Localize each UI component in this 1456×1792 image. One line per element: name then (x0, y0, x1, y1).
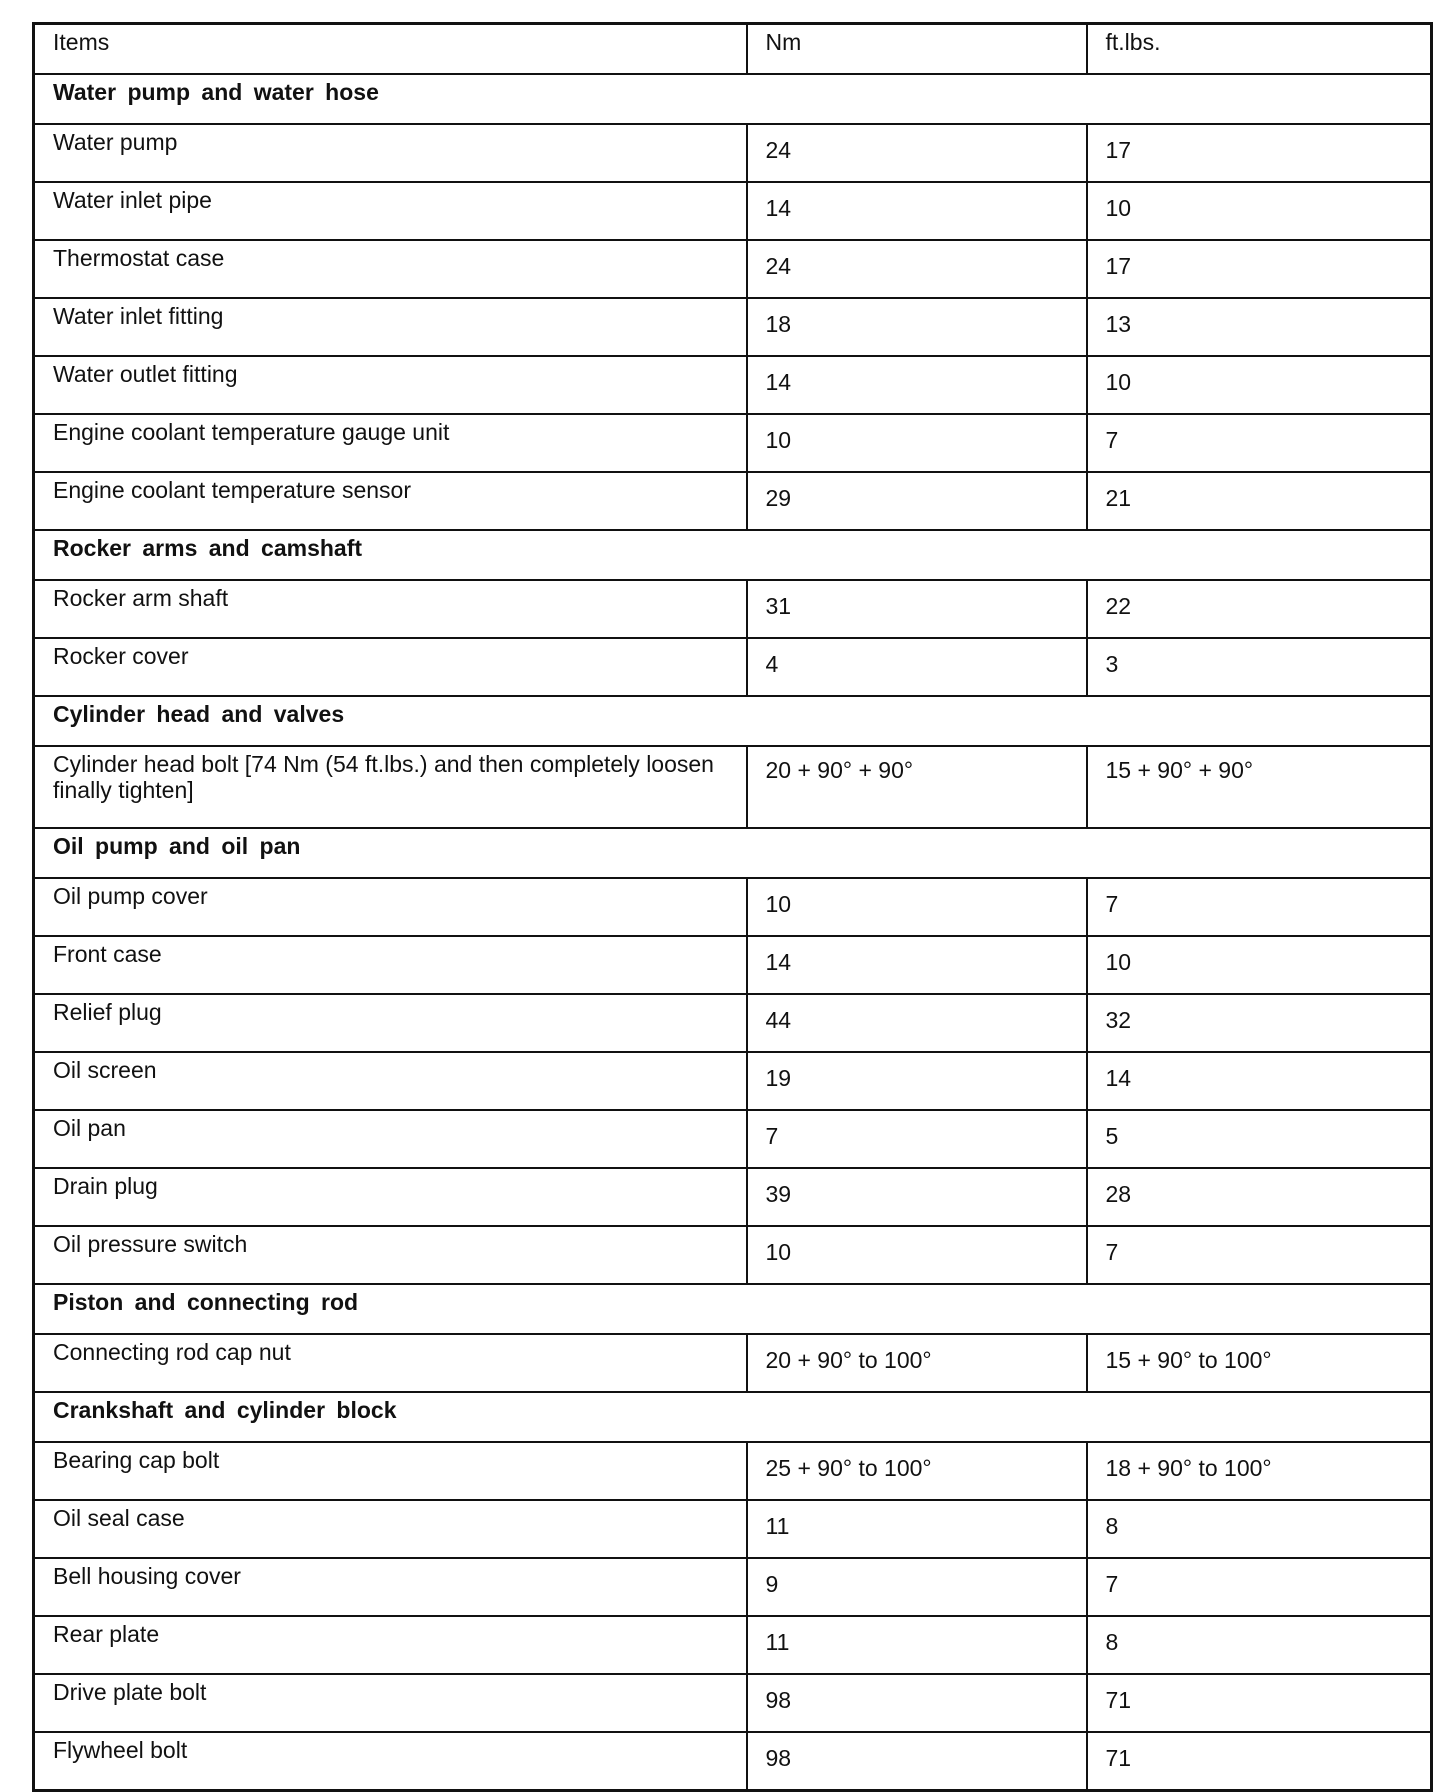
table-row (34, 1732, 1432, 1791)
item-name-cell: Rear plate (34, 1616, 747, 1674)
ftlbs-value-cell: 10 (1087, 936, 1432, 994)
group-title: Rocker arms and camshaft (34, 530, 1432, 580)
nm-value-cell: 4 (747, 638, 1087, 696)
nm-value-cell: 14 (747, 356, 1087, 414)
ftlbs-value-cell: 8 (1087, 1616, 1432, 1674)
group-title: Oil pump and oil pan (34, 828, 1432, 878)
nm-value-cell: 20 + 90° + 90° (747, 746, 1087, 828)
ftlbs-value-cell: 8 (1087, 1500, 1432, 1558)
nm-value-cell: 11 (747, 1616, 1087, 1674)
ftlbs-value-cell: 71 (1087, 1674, 1432, 1732)
table-row (34, 638, 1432, 696)
item-name-cell: Rocker arm shaft (34, 580, 747, 638)
ftlbs-value-cell: 10 (1087, 182, 1432, 240)
ftlbs-value-cell: 15 + 90° + 90° (1087, 746, 1432, 828)
table-row (34, 936, 1432, 994)
nm-value-cell: 29 (747, 472, 1087, 530)
table-row (34, 1616, 1432, 1674)
nm-value-cell: 10 (747, 414, 1087, 472)
ftlbs-value-cell: 7 (1087, 1558, 1432, 1616)
ftlbs-value-cell: 28 (1087, 1168, 1432, 1226)
item-name-cell: Front case (34, 936, 747, 994)
item-name-cell: Oil seal case (34, 1500, 747, 1558)
ftlbs-value-cell: 14 (1087, 1052, 1432, 1110)
group-title: Crankshaft and cylinder block (34, 1392, 1432, 1442)
nm-value-cell: 10 (747, 1226, 1087, 1284)
table-row (34, 1674, 1432, 1732)
nm-value-cell: 24 (747, 124, 1087, 182)
nm-value-cell: 19 (747, 1052, 1087, 1110)
table-row (34, 124, 1432, 182)
table-row (34, 414, 1432, 472)
nm-value-cell: 10 (747, 878, 1087, 936)
table-row (34, 1500, 1432, 1558)
torque-table-body (34, 24, 1432, 1791)
nm-value-cell: 44 (747, 994, 1087, 1052)
ftlbs-value-cell: 7 (1087, 1226, 1432, 1284)
ftlbs-value-cell: 18 + 90° to 100° (1087, 1442, 1432, 1500)
item-name-cell: Oil pan (34, 1110, 747, 1168)
item-name-cell: Engine coolant temperature sensor (34, 472, 747, 530)
nm-value-cell: 14 (747, 182, 1087, 240)
nm-value-cell: 31 (747, 580, 1087, 638)
item-name-cell: Drain plug (34, 1168, 747, 1226)
group-header-row (34, 1284, 1432, 1334)
table-row (34, 1168, 1432, 1226)
header-row (34, 24, 1432, 75)
table-row (34, 994, 1432, 1052)
ftlbs-value-cell: 15 + 90° to 100° (1087, 1334, 1432, 1392)
ftlbs-value-cell: 7 (1087, 414, 1432, 472)
group-header-row (34, 1392, 1432, 1442)
table-row (34, 746, 1432, 828)
group-header-row (34, 828, 1432, 878)
item-name-cell: Relief plug (34, 994, 747, 1052)
table-row (34, 878, 1432, 936)
ftlbs-value-cell: 32 (1087, 994, 1432, 1052)
item-name-cell: Rocker cover (34, 638, 747, 696)
item-name-cell: Oil pressure switch (34, 1226, 747, 1284)
nm-value-cell: 24 (747, 240, 1087, 298)
ftlbs-value-cell: 17 (1087, 124, 1432, 182)
item-name-cell: Oil pump cover (34, 878, 747, 936)
nm-value-cell: 9 (747, 1558, 1087, 1616)
table-row (34, 1052, 1432, 1110)
ftlbs-value-cell: 7 (1087, 878, 1432, 936)
item-name-cell: Water inlet fitting (34, 298, 747, 356)
nm-value-cell: 7 (747, 1110, 1087, 1168)
item-name-cell: Water inlet pipe (34, 182, 747, 240)
table-row (34, 356, 1432, 414)
ftlbs-value-cell: 21 (1087, 472, 1432, 530)
ftlbs-value-cell: 17 (1087, 240, 1432, 298)
table-row (34, 1558, 1432, 1616)
nm-value-cell: 98 (747, 1732, 1087, 1791)
item-name-cell: Oil screen (34, 1052, 747, 1110)
nm-value-cell: 11 (747, 1500, 1087, 1558)
item-name-cell: Bell housing cover (34, 1558, 747, 1616)
table-row (34, 298, 1432, 356)
ftlbs-value-cell: 3 (1087, 638, 1432, 696)
torque-spec-sheet (32, 22, 1430, 1792)
ftlbs-value-cell: 13 (1087, 298, 1432, 356)
item-name-cell: Cylinder head bolt [74 Nm (54 ft.lbs.) and then completely loosen finally tighten] (34, 746, 747, 828)
table-row (34, 182, 1432, 240)
nm-value-cell: 14 (747, 936, 1087, 994)
nm-value-cell: 18 (747, 298, 1087, 356)
nm-value-cell: 98 (747, 1674, 1087, 1732)
ftlbs-value-cell: 5 (1087, 1110, 1432, 1168)
group-header-row (34, 74, 1432, 124)
group-header-row (34, 696, 1432, 746)
item-name-cell: Water outlet fitting (34, 356, 747, 414)
item-name-cell: Flywheel bolt (34, 1732, 747, 1791)
item-name-cell: Drive plate bolt (34, 1674, 747, 1732)
table-row (34, 580, 1432, 638)
group-title: Piston and connecting rod (34, 1284, 1432, 1334)
table-row (34, 472, 1432, 530)
item-name-cell: Water pump (34, 124, 747, 182)
torque-table (32, 22, 1433, 1792)
column-header-items: Items (34, 24, 747, 75)
ftlbs-value-cell: 10 (1087, 356, 1432, 414)
table-row (34, 1442, 1432, 1500)
nm-value-cell: 25 + 90° to 100° (747, 1442, 1087, 1500)
column-header-ftlbs: ft.lbs. (1087, 24, 1432, 75)
item-name-cell: Thermostat case (34, 240, 747, 298)
table-row (34, 1334, 1432, 1392)
table-row (34, 240, 1432, 298)
nm-value-cell: 20 + 90° to 100° (747, 1334, 1087, 1392)
ftlbs-value-cell: 22 (1087, 580, 1432, 638)
item-name-cell: Engine coolant temperature gauge unit (34, 414, 747, 472)
table-row (34, 1110, 1432, 1168)
column-header-nm: Nm (747, 24, 1087, 75)
nm-value-cell: 39 (747, 1168, 1087, 1226)
group-title: Cylinder head and valves (34, 696, 1432, 746)
item-name-cell: Bearing cap bolt (34, 1442, 747, 1500)
table-row (34, 1226, 1432, 1284)
ftlbs-value-cell: 71 (1087, 1732, 1432, 1791)
item-name-cell: Connecting rod cap nut (34, 1334, 747, 1392)
group-header-row (34, 530, 1432, 580)
group-title: Water pump and water hose (34, 74, 1432, 124)
